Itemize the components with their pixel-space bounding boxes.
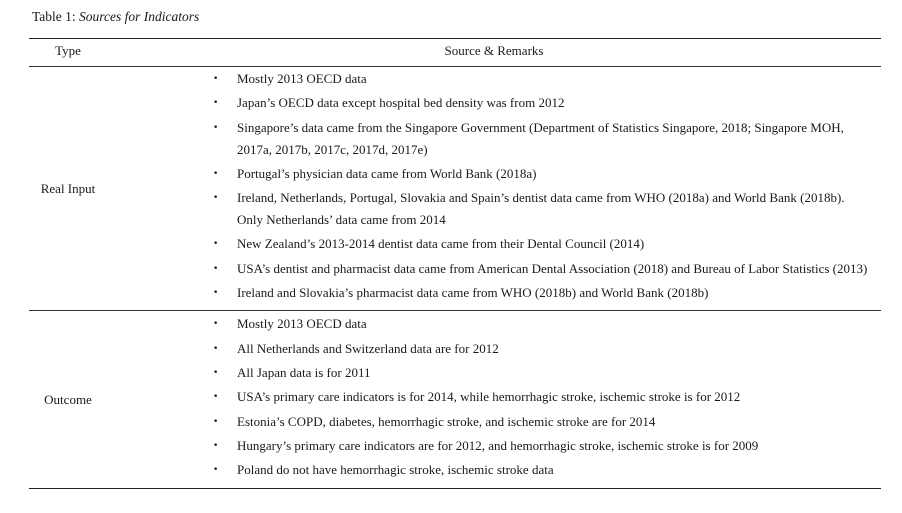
bullet-icon: • [213,392,219,403]
list-item: • Mostly 2013 OECD data [107,313,881,335]
type-cell-outcome: Outcome [44,391,92,407]
bullet-icon: • [213,343,219,354]
bullet-icon: • [213,98,219,109]
real-input-list [107,67,881,310]
outcome-list [107,311,881,488]
bullet-icon: • [213,319,219,330]
bullet-icon: • [213,416,219,427]
list-item: • All Netherlands and Switzerland data are for 2012 [107,338,881,360]
bullet-icon: • [213,193,219,204]
bullet-icon: • [213,168,219,179]
caption-title: Sources for Indicators [79,9,200,24]
list-item: • All Japan data is for 2011 [107,362,881,384]
group-real-input [29,67,881,311]
bullet-icon: • [213,74,219,84]
header-type: Type [55,43,81,58]
list-item: • Portugal’s physician data came from World Bank (2018a) [107,163,881,185]
bullet-icon: • [213,239,219,250]
type-cell-real-input: Real Input [40,180,96,196]
list-item: • Ireland and Slovakia’s pharmacist data came from WHO (2018b) and World Bank (2018b) [107,282,881,304]
list-item: • Hungary’s primary care indicators are for 2012, and hemorrhagic stroke, ischemic stroke is for 2009 [107,435,881,457]
group-outcome [29,311,881,488]
bullet-icon: • [213,440,219,451]
list-item: • USA’s primary care indicators is for 2014, while hemorrhagic stroke, ischemic stroke is for 2012 [107,386,881,408]
header-source-remarks: Source & Remarks [444,43,544,58]
list-item: • New Zealand’s 2013-2014 dentist data came from their Dental Council (2014) [107,233,881,255]
bullet-icon: • [213,367,219,378]
bullet-icon: • [213,288,219,299]
list-item: • Estonia’s COPD, diabetes, hemorrhagic stroke, and ischemic stroke are for 2014 [107,411,881,433]
caption-label: Table 1: [32,9,76,24]
sources-table [29,38,881,489]
list-item: • Singapore’s data came from the Singapore Government (Department of Statistics Singapore, 2018; Singapore MOH, 2017a, 2017b, 2017c, 2017d, 2017e) [107,117,881,161]
table-header [29,39,881,67]
list-item: • USA’s dentist and pharmacist data came from American Dental Association (2018) and Bureau of Labor Statistics (2013) [107,258,881,280]
list-item: • Poland do not have hemorrhagic stroke, ischemic stroke data [107,459,881,481]
bullet-icon: • [213,465,219,476]
bullet-icon: • [213,122,219,133]
list-item: • Ireland, Netherlands, Portugal, Slovakia and Spain’s dentist data came from WHO (2018a) and World Bank (2018b). Only Netherlands’ data came from 2014 [107,187,881,231]
table-caption [32,9,199,25]
list-item: • Mostly 2013 OECD data [107,68,881,90]
bullet-icon: • [213,263,219,274]
list-item: • Japan’s OECD data except hospital bed density was from 2012 [107,92,881,114]
